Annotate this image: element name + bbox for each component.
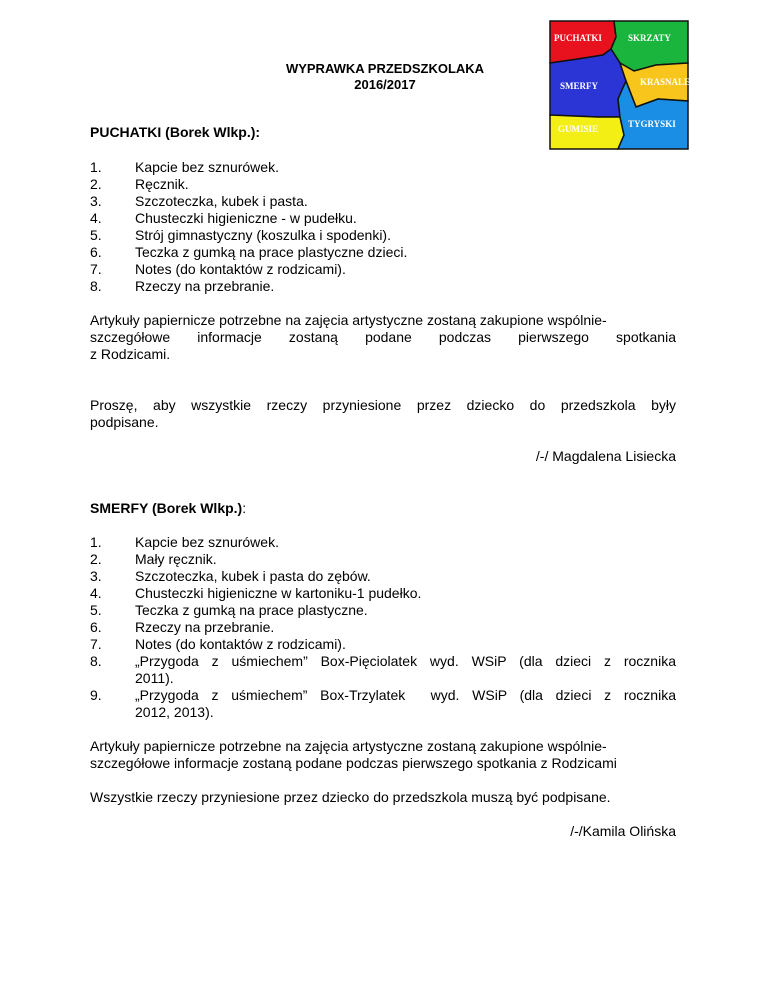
item-number: 5. — [90, 602, 102, 618]
supplies-paragraph — [90, 738, 676, 772]
list-item — [90, 551, 676, 568]
item-text: Szczoteczka, kubek i pasta do zębów. — [135, 568, 371, 584]
item-text: Chusteczki higieniczne - w pudełku. — [135, 210, 357, 226]
item-number: 1. — [90, 159, 102, 175]
labeling-paragraph — [90, 397, 676, 431]
supplies-paragraph — [90, 312, 676, 363]
list-item — [90, 261, 676, 278]
logo-label-skrzaty: SKRZATY — [628, 33, 671, 43]
item-text-line: 2011). — [135, 670, 174, 686]
list-item — [90, 585, 676, 602]
item-text-line: 2012, 2013). — [135, 704, 214, 720]
item-list — [90, 159, 676, 295]
title-line: WYPRAWKA PRZEDSZKOLAKA — [285, 61, 485, 76]
list-item — [90, 210, 676, 227]
item-text: Ręcznik. — [135, 176, 189, 192]
paragraph-line: Proszę, aby wszystkie rzeczy przyniesione przez dziecko do przedszkola były — [90, 397, 676, 413]
item-text-line: „Przygoda z uśmiechem” Box-Trzylatek wyd. WSiP (dla dzieci z rocznika — [135, 687, 676, 703]
logo-label-smerfy: SMERFY — [560, 81, 598, 91]
item-number: 3. — [90, 568, 102, 584]
paragraph-line: Artykuły papiernicze potrzebne na zajęcia artystyczne zostaną zakupione wspólnie- — [90, 312, 607, 328]
list-item — [90, 159, 676, 176]
list-item — [90, 653, 676, 687]
list-item — [90, 568, 676, 585]
paragraph-line: szczegółowe informacje zostaną podane podczas pierwszego spotkania — [90, 329, 676, 345]
item-text: Rzeczy na przebranie. — [135, 619, 275, 635]
list-item — [90, 636, 676, 653]
item-number: 2. — [90, 176, 102, 192]
item-number: 7. — [90, 261, 102, 277]
section-smerfy — [90, 500, 676, 840]
section-heading: PUCHATKI (Borek Wlkp.): — [90, 124, 261, 140]
signature: /-/Kamila Olińska — [570, 823, 676, 839]
paragraph-line: z Rodzicami. — [90, 346, 171, 362]
item-text-line: „Przygoda z uśmiechem” Box-Pięciolatek wyd. WSiP (dla dzieci z rocznika — [135, 653, 676, 669]
item-number: 4. — [90, 585, 102, 601]
item-text: Notes (do kontaktów z rodzicami). — [135, 636, 346, 652]
list-item — [90, 244, 676, 261]
item-number: 6. — [90, 619, 102, 635]
item-text — [135, 653, 676, 687]
item-text — [135, 687, 676, 721]
list-item — [90, 176, 676, 193]
item-number: 8. — [90, 278, 102, 294]
item-text: Rzeczy na przebranie. — [135, 278, 275, 294]
labeling-paragraph: Wszystkie rzeczy przyniesione przez dziecko do przedszkola muszą być podpisane. — [90, 789, 611, 805]
item-text: Notes (do kontaktów z rodzicami). — [135, 261, 346, 277]
heading-text: SMERFY (Borek Wlkp.) — [90, 500, 243, 516]
list-item — [90, 278, 676, 295]
section-heading — [90, 500, 676, 517]
document-title — [200, 61, 570, 93]
item-text: Szczoteczka, kubek i pasta. — [135, 193, 308, 209]
signature: /-/ Magdalena Lisiecka — [535, 448, 676, 464]
item-number: 9. — [90, 687, 102, 703]
heading-colon: : — [242, 500, 247, 516]
item-text: Strój gimnastyczny (koszulka i spodenki). — [135, 227, 391, 243]
logo-label-puchatki: PUCHATKI — [554, 33, 602, 43]
item-text: Teczka z gumką na prace plastyczne. — [135, 602, 368, 618]
item-number: 3. — [90, 193, 102, 209]
list-item — [90, 687, 676, 721]
item-text: Mały ręcznik. — [135, 551, 217, 567]
item-number: 5. — [90, 227, 102, 243]
list-item — [90, 534, 676, 551]
paragraph-line: szczegółowe informacje zostaną podane podczas pierwszego spotkania z Rodzicami — [90, 755, 617, 771]
item-number: 4. — [90, 210, 102, 226]
item-number: 6. — [90, 244, 102, 260]
item-text: Chusteczki higieniczne w kartoniku-1 pudełko. — [135, 585, 422, 601]
logo-label-gumisie: GUMISIE — [558, 124, 599, 134]
logo-label-tygryski: TYGRYSKI — [628, 119, 676, 129]
list-item — [90, 602, 676, 619]
item-text: Teczka z gumką na prace plastyczne dzieci. — [135, 244, 408, 260]
item-number: 8. — [90, 653, 102, 669]
item-number: 1. — [90, 534, 102, 550]
list-item — [90, 619, 676, 636]
list-item — [90, 227, 676, 244]
item-text: Kapcie bez sznurówek. — [135, 534, 279, 550]
item-text: Kapcie bez sznurówek. — [135, 159, 279, 175]
item-number: 7. — [90, 636, 102, 652]
paragraph-line: Artykuły papiernicze potrzebne na zajęcia artystyczne zostaną zakupione wspólnie- — [90, 738, 607, 754]
list-item — [90, 193, 676, 210]
logo-label-krasnale: KRASNALE — [640, 77, 690, 87]
item-list — [90, 534, 676, 721]
title-year: 2016/2017 — [354, 77, 416, 92]
section-puchatki — [90, 124, 676, 465]
paragraph-line: podpisane. — [90, 414, 159, 430]
item-number: 2. — [90, 551, 102, 567]
